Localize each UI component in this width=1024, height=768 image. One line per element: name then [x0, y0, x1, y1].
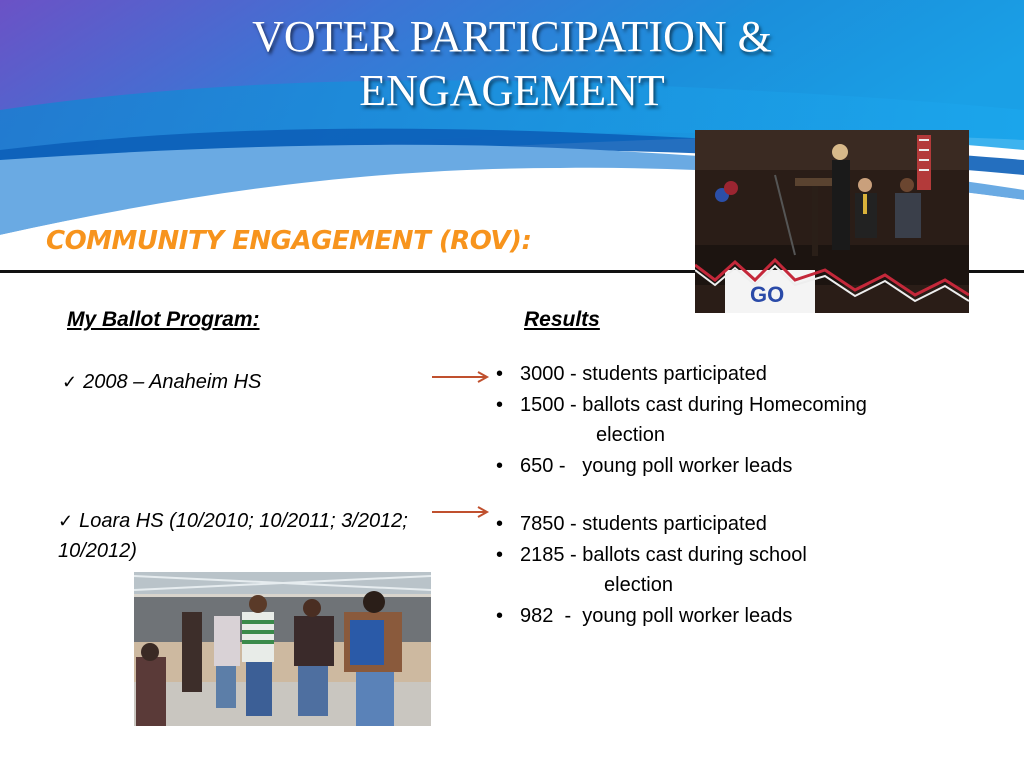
- slide-title: [0, 10, 1024, 118]
- result-item: [496, 359, 867, 390]
- bullet-icon: •: [496, 454, 504, 477]
- result-text: 650 - young poll worker leads: [520, 454, 793, 477]
- svg-text:GO: GO: [750, 282, 785, 307]
- results-list-loara: [496, 509, 807, 631]
- result-text: 3000 - students participated: [520, 363, 767, 385]
- result-text: 1500 - ballots cast during Homecoming: [520, 393, 867, 416]
- result-item: [496, 451, 867, 482]
- result-item: [496, 390, 867, 451]
- result-text: 982 - young poll worker leads: [520, 604, 793, 627]
- section-heading: COMMUNITY ENGAGEMENT (ROV):: [46, 226, 532, 256]
- program-item: [62, 367, 261, 397]
- result-item: [496, 601, 807, 632]
- bullet-icon: •: [496, 393, 504, 416]
- results-heading: Results: [524, 308, 600, 331]
- right-arrow-icon: [430, 505, 490, 519]
- program-heading: My Ballot Program:: [67, 308, 260, 331]
- result-text-continuation: election: [604, 574, 673, 596]
- stage-photo: [695, 130, 969, 313]
- program-item-text: Loara HS (10/2010; 10/2011; 3/2012; 10/2012): [58, 510, 408, 562]
- bullet-icon: •: [496, 363, 504, 385]
- results-list-anaheim: [496, 359, 867, 481]
- slide-title-line-2: ENGAGEMENT: [359, 66, 665, 115]
- result-text-continuation: election: [596, 424, 665, 446]
- result-item: [496, 509, 807, 540]
- program-item-text: 2008 – Anaheim HS: [83, 371, 262, 393]
- checkmark-icon: ✓: [58, 511, 74, 531]
- checkmark-icon: ✓: [62, 372, 78, 392]
- right-arrow-icon: [430, 370, 490, 384]
- program-item: [58, 506, 438, 566]
- result-text: 2185 - ballots cast during school: [520, 543, 807, 566]
- voting-booths-photo: [134, 572, 431, 726]
- bullet-icon: •: [496, 604, 504, 627]
- bullet-icon: •: [496, 513, 504, 535]
- bullet-icon: •: [496, 543, 504, 566]
- result-text: 7850 - students participated: [520, 513, 767, 535]
- result-item: [496, 540, 807, 601]
- slide-title-line-1: VOTER PARTICIPATION &: [252, 12, 772, 61]
